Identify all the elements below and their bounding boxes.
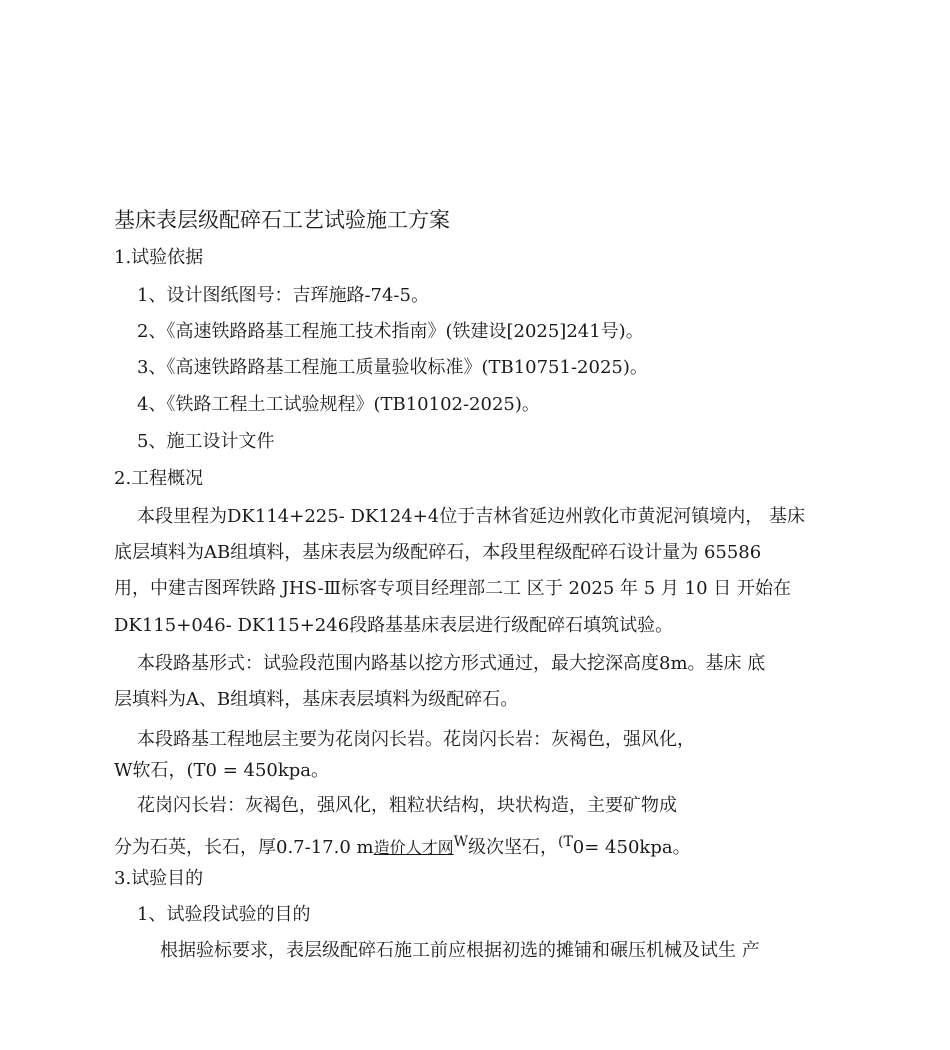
- basis-item-4: 4、《铁路工程土工试验规程》(TB10102-2025)。: [137, 394, 540, 415]
- para4-text-post: 级次坚石，: [467, 837, 558, 858]
- overview-para1-line4: DK115+046- DK115+246段路基基床表层进行级配碎石填筑试验。: [114, 615, 674, 636]
- purpose-subheading-1: 1、试验段试验的目的: [137, 904, 311, 925]
- purpose-para1-line1: 根据验标要求，表层级配碎石施工前应根据初选的摊铺和碾压机械及试生 产: [160, 940, 760, 961]
- watermark-text: 造价人才网: [373, 838, 454, 857]
- para4-text-end: 0= 450kpa。: [572, 837, 691, 858]
- sigma-symbol: (T: [557, 834, 573, 850]
- basis-item-2: 2、《高速铁路路基工程施工技术指南》(铁建设[2025]241号)。: [137, 321, 644, 342]
- watermark-mark: W: [453, 834, 468, 850]
- section-heading-overview: 2.工程概况: [114, 468, 204, 489]
- overview-para1-line2: 底层填料为AB组填料，基床表层为级配碎石，本段里程级配碎石设计量为 65586: [114, 542, 762, 563]
- overview-para2-line1: 本段路基形式：试验段范围内路基以挖方形式通过，最大挖深高度8m。基床 底: [137, 653, 766, 674]
- overview-para3-line1: 本段路基工程地层主要为花岗闪长岩。花岗闪长岩：灰褐色，强风化，: [137, 729, 695, 750]
- section-heading-basis: 1.试验依据: [114, 247, 204, 268]
- basis-item-5: 5、施工设计文件: [137, 431, 275, 452]
- overview-para1-line1: 本段里程为DK114+225- DK124+4位于吉林省延边州敦化市黄泥河镇境内， 基床: [137, 506, 805, 527]
- overview-para4-line1: 花岗闪长岩：灰褐色，强风化，粗粒状结构，块状构造，主要矿物成: [137, 795, 677, 816]
- basis-item-3: 3、《高速铁路路基工程施工质量验收标准》(TB10751-2025)。: [137, 357, 648, 378]
- document-title: 基床表层级配碎石工艺试验施工方案: [114, 208, 450, 232]
- basis-item-1: 1、设计图纸图号：吉珲施路-74-5。: [137, 285, 429, 306]
- overview-para1-line3: 用，中建吉图珲铁路 JHS-Ⅲ标客专项目经理部二工 区于 2025 年 5 月 10 日 开始在: [114, 578, 792, 599]
- overview-para3-line2: W软石，(T0 = 450kpa。: [114, 760, 330, 781]
- overview-para4-line2: [114, 830, 691, 860]
- section-heading-purpose: 3.试验目的: [114, 868, 204, 889]
- para4-text-pre: 分为石英，长石，厚0.7-17.0 m: [114, 837, 374, 858]
- overview-para2-line2: 层填料为A、B组填料，基床表层填料为级配碎石。: [114, 689, 519, 710]
